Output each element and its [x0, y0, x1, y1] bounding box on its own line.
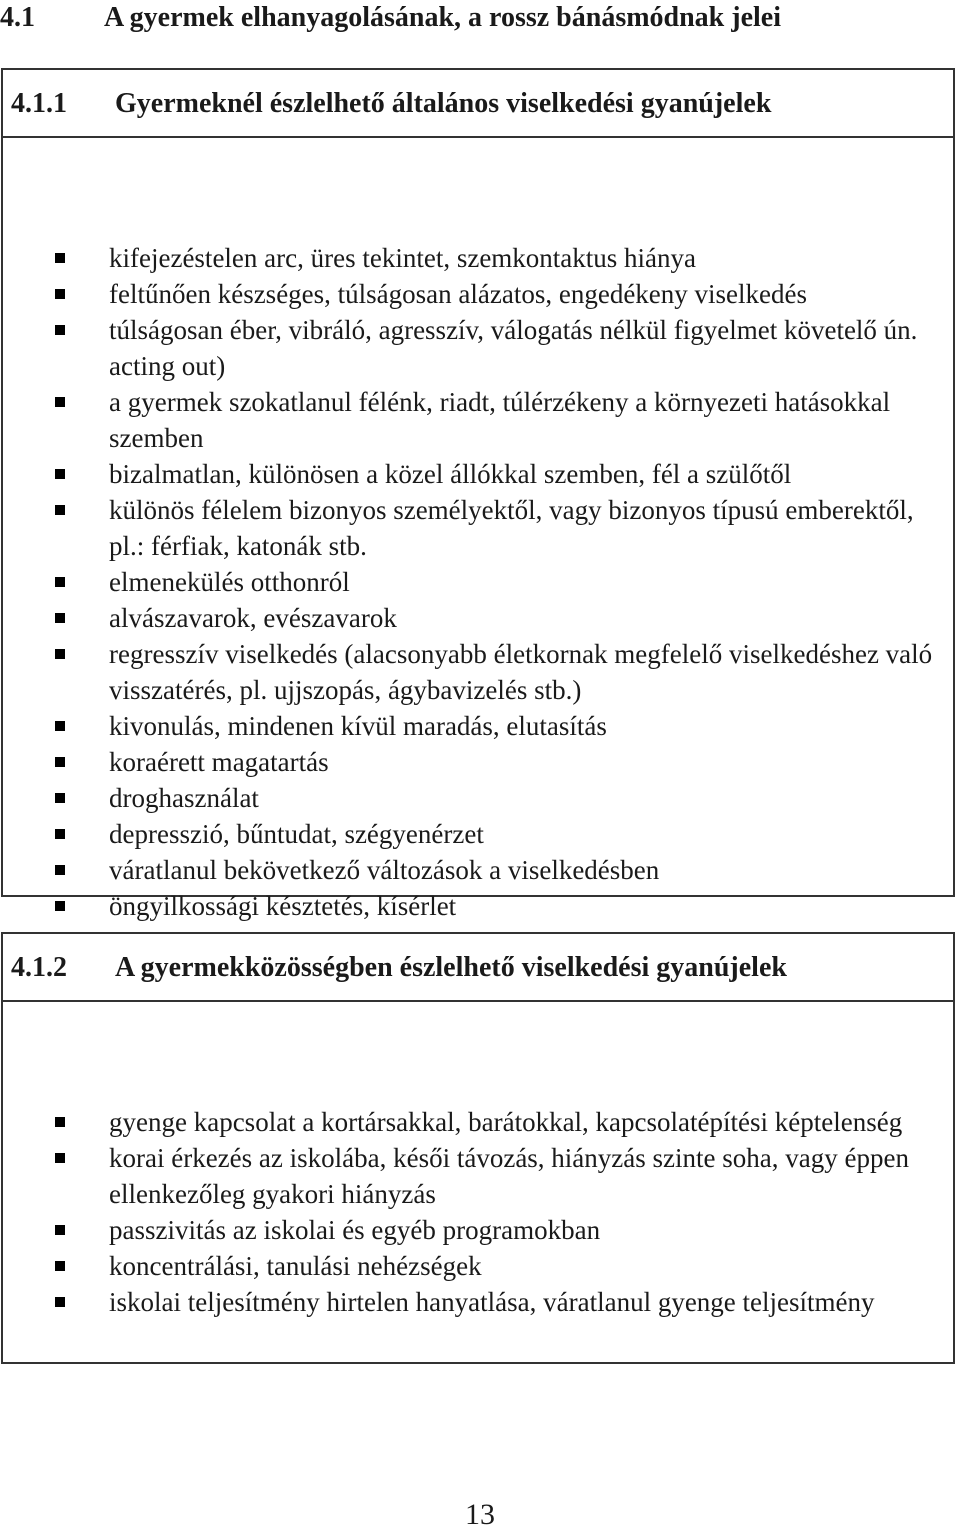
- list-item-text: kifejezéstelen arc, üres tekintet, szemkontaktus hiánya: [109, 243, 697, 273]
- list-item-text: koncentrálási, tanulási nehézségek: [109, 1251, 482, 1281]
- square-bullet-icon: [55, 1117, 65, 1127]
- list-item: [3, 780, 953, 816]
- page-number: 13: [465, 1498, 495, 1531]
- list-item: [3, 312, 953, 384]
- list-item: [3, 240, 953, 276]
- square-bullet-icon: [55, 253, 65, 263]
- section-box-general-signs: [1, 68, 955, 921]
- list-item-text: különös félelem bizonyos személyektől, vagy bizonyos típusú emberektől, pl.: férfiak, katonák stb.: [109, 495, 914, 561]
- list-item-text: öngyilkossági késztetés, kísérlet: [109, 891, 457, 921]
- list-item: [3, 1104, 953, 1140]
- square-bullet-icon: [55, 397, 65, 407]
- bullet-list: [3, 138, 953, 924]
- list-item: [3, 276, 953, 312]
- list-item: [3, 564, 953, 600]
- square-bullet-icon: [55, 1225, 65, 1235]
- list-item: [3, 1140, 953, 1212]
- list-item: [3, 600, 953, 636]
- list-item-text: túlságosan éber, vibráló, agresszív, válogatás nélkül figyelmet követelő ún. acting out): [109, 315, 918, 381]
- list-item-text: iskolai teljesítmény hirtelen hanyatlása, váratlanul gyenge teljesítmény: [109, 1287, 875, 1317]
- list-item: [3, 492, 953, 564]
- list-item-text: korai érkezés az iskolába, késői távozás, hiányzás szinte soha, vagy éppen ellenkezőleg gyakori hiányzás: [109, 1143, 909, 1209]
- list-item: [3, 456, 953, 492]
- list-item-text: passzivitás az iskolai és egyéb programokban: [109, 1215, 601, 1245]
- page-heading: [0, 0, 781, 36]
- list-item: [3, 1212, 953, 1248]
- section-title: A gyermekközösségben észlelhető viselkedési gyanújelek: [115, 952, 787, 983]
- square-bullet-icon: [55, 505, 65, 515]
- list-item: [3, 636, 953, 708]
- list-item: [3, 816, 953, 852]
- square-bullet-icon: [55, 469, 65, 479]
- square-bullet-icon: [55, 757, 65, 767]
- square-bullet-icon: [55, 649, 65, 659]
- square-bullet-icon: [55, 577, 65, 587]
- list-item-text: regresszív viselkedés (alacsonyabb életkornak megfelelő viselkedéshez való visszatérés, pl. ujjszopás, ágybavizelés stb.): [109, 639, 933, 705]
- square-bullet-icon: [55, 829, 65, 839]
- square-bullet-icon: [55, 865, 65, 875]
- list-item: [3, 744, 953, 780]
- bullet-list: [3, 1002, 953, 1320]
- list-item-text: alvászavarok, evészavarok: [109, 603, 397, 633]
- list-item: [3, 1284, 953, 1320]
- list-item-text: feltűnően készséges, túlságosan alázatos, engedékeny viselkedés: [109, 279, 808, 309]
- list-item: [3, 852, 953, 888]
- section-header: [3, 934, 953, 1002]
- list-item: [3, 708, 953, 744]
- section-number: 4.1.1: [11, 88, 67, 119]
- heading-number: 4.1: [0, 2, 35, 33]
- section-number: 4.1.2: [11, 952, 67, 983]
- square-bullet-icon: [55, 325, 65, 335]
- square-bullet-icon: [55, 1153, 65, 1163]
- section-header: [3, 70, 953, 138]
- list-item-text: droghasználat: [109, 783, 259, 813]
- list-item-text: bizalmatlan, különösen a közel állókkal szemben, fél a szülőtől: [109, 459, 792, 489]
- list-item-text: elmenekülés otthonról: [109, 567, 350, 597]
- square-bullet-icon: [55, 613, 65, 623]
- list-item-text: kivonulás, mindenen kívül maradás, elutasítás: [109, 711, 607, 741]
- list-item-text: depresszió, bűntudat, szégyenérzet: [109, 819, 484, 849]
- list-item-text: a gyermek szokatlanul félénk, riadt, túlérzékeny a környezeti hatásokkal szemben: [109, 387, 891, 453]
- list-item-text: gyenge kapcsolat a kortársakkal, barátokkal, kapcsolatépítési képtelenség: [109, 1107, 903, 1137]
- list-item: [3, 1248, 953, 1284]
- list-item-text: koraérett magatartás: [109, 747, 329, 777]
- square-bullet-icon: [55, 1261, 65, 1271]
- heading-title: A gyermek elhanyagolásának, a rossz bánásmódnak jelei: [104, 2, 781, 33]
- list-item-text: váratlanul bekövetkező változások a viselkedésben: [109, 855, 660, 885]
- square-bullet-icon: [55, 901, 65, 911]
- square-bullet-icon: [55, 1297, 65, 1307]
- square-bullet-icon: [55, 721, 65, 731]
- section-title: Gyermeknél észlelhető általános viselkedési gyanújelek: [115, 88, 772, 119]
- list-item: [3, 384, 953, 456]
- list-item: [3, 888, 953, 924]
- square-bullet-icon: [55, 289, 65, 299]
- square-bullet-icon: [55, 793, 65, 803]
- section-box-community-signs: [1, 932, 955, 1364]
